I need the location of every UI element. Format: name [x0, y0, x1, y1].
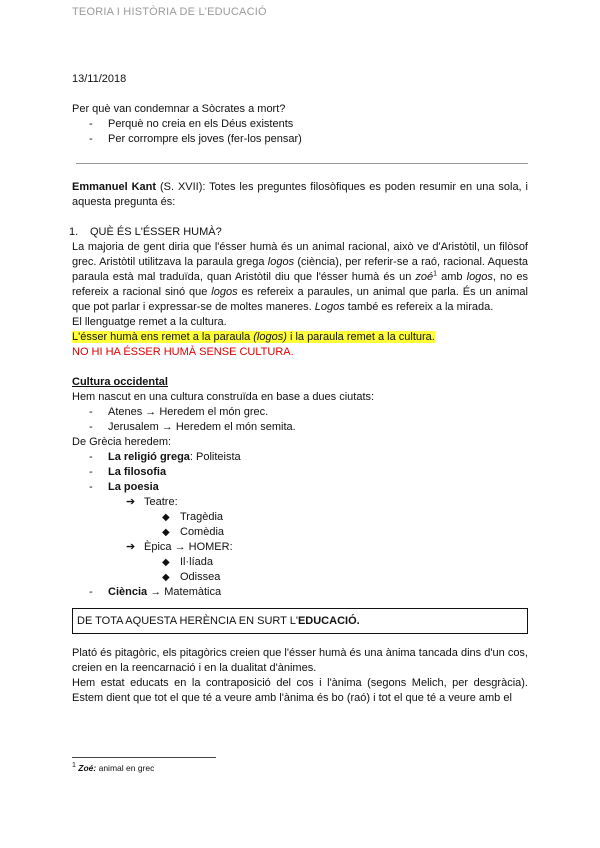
genre-item: ◆ Comèdia	[162, 526, 225, 538]
section-paragraph: La majoria de gent diria que l'ésser humà és un animal racional, això ve d'Aristòtil, un filòsof grec. Aristòtil utilitzava la paraula grega logos (ciència), per referir-se a raó, racional. Aquesta paraula està mal traduïda, quan Aristòtil diu que l'ésser humà és un zoé$^1$ amb logos, no es refereix a racional sinó que logos es refereix a paraules, un animal que parla. És un animal que pot parlar i expressar-se de moltes maneres. Logos també es refereix a la mirada.	[72, 241, 529, 313]
language-line: El llenguatge remet a la cultura.	[72, 316, 227, 328]
epic-item: ◆ Odissea	[162, 571, 221, 583]
footnote: $^1$ Zoé: animal en grec	[72, 762, 155, 773]
kant-name: Emmanuel Kant	[72, 181, 157, 193]
heritage-list	[72, 450, 528, 495]
question-text: Per què van condemnar a Sòcrates a mort?	[72, 103, 286, 115]
cultura-intro: Hem nascut en una cultura construïda en base a dues ciutats:	[72, 391, 375, 403]
arrow-icon: ➔	[126, 496, 136, 508]
heritage-item: - La poesia	[72, 480, 528, 495]
answer-item: - Per corrompre els joves (fer-los pensar)	[72, 132, 528, 147]
kant-paragraph: Emmanuel Kant (S. XVII): Totes les preguntes filosòfiques es poden resumir en una sola, i aquesta pregunta és:	[72, 181, 528, 208]
city-item: - Atenes → Heredem el món grec.	[72, 405, 528, 420]
page-content	[69, 72, 529, 706]
diamond-bullet-icon: ◆	[162, 512, 170, 523]
divider	[76, 163, 528, 164]
answer-item: - Perquè no creia en els Déus existents	[72, 117, 528, 132]
footnote-separator	[72, 757, 216, 758]
footnote-ref: 1	[433, 270, 438, 278]
section-number: 1.	[69, 226, 79, 238]
plato-paragraph: Plató és pitagòric, els pitagòrics creien que l'ésser humà és una ànima tancada dins d'un cos, creien en la reencarnació i en la dualitat d'ànimes.	[72, 647, 528, 674]
diamond-bullet-icon: ◆	[162, 557, 170, 568]
poetry-subitem: ➔ Èpica → HOMER:	[126, 541, 233, 553]
heritage-item: - La filosofia	[72, 465, 528, 480]
science-list	[72, 585, 528, 600]
section-heading	[69, 225, 528, 240]
heritage-item: - La religió grega: Politeista	[72, 450, 528, 465]
highlight-box: DE TOTA AQUESTA HERÈNCIA EN SURT L'EDUCACIÓ.	[72, 608, 528, 634]
epic-item: ◆ Il·líada	[162, 556, 214, 568]
city-item: - Jerusalem → Heredem el món semita.	[72, 420, 528, 435]
poetry-subitem: ➔ Teatre:	[126, 496, 178, 508]
date: 13/11/2018	[72, 73, 127, 85]
diamond-bullet-icon: ◆	[162, 527, 170, 538]
cultura-title: Cultura occidental	[72, 376, 168, 388]
greece-intro: De Grècia heredem:	[72, 436, 172, 448]
heritage-item: - Ciència → Matemàtica	[72, 585, 528, 600]
red-statement: NO HI HA ÉSSER HUMÀ SENSE CULTURA.	[72, 346, 294, 358]
body-soul-paragraph: Hem estat educats en la contraposició del cos i l'ànima (segons Melich, per desgràcia). Estem dient que tot el que té a veure amb l'ànima és bo (raó) i tot el que té a veure amb el	[72, 677, 528, 704]
section-title: QUÈ ÉS L'ÉSSER HUMÀ?	[90, 226, 222, 238]
highlighted-line: L'ésser humà ens remet a la paraula (logos) i la paraula remet a la cultura.	[72, 331, 435, 343]
cities-list	[72, 405, 528, 435]
diamond-bullet-icon: ◆	[162, 572, 170, 583]
answer-list	[72, 117, 528, 147]
genre-item: ◆ Tragèdia	[162, 511, 224, 523]
arrow-icon: ➔	[126, 541, 136, 553]
running-header: TEORIA I HISTÒRIA DE L'EDUCACIÓ	[72, 6, 267, 18]
